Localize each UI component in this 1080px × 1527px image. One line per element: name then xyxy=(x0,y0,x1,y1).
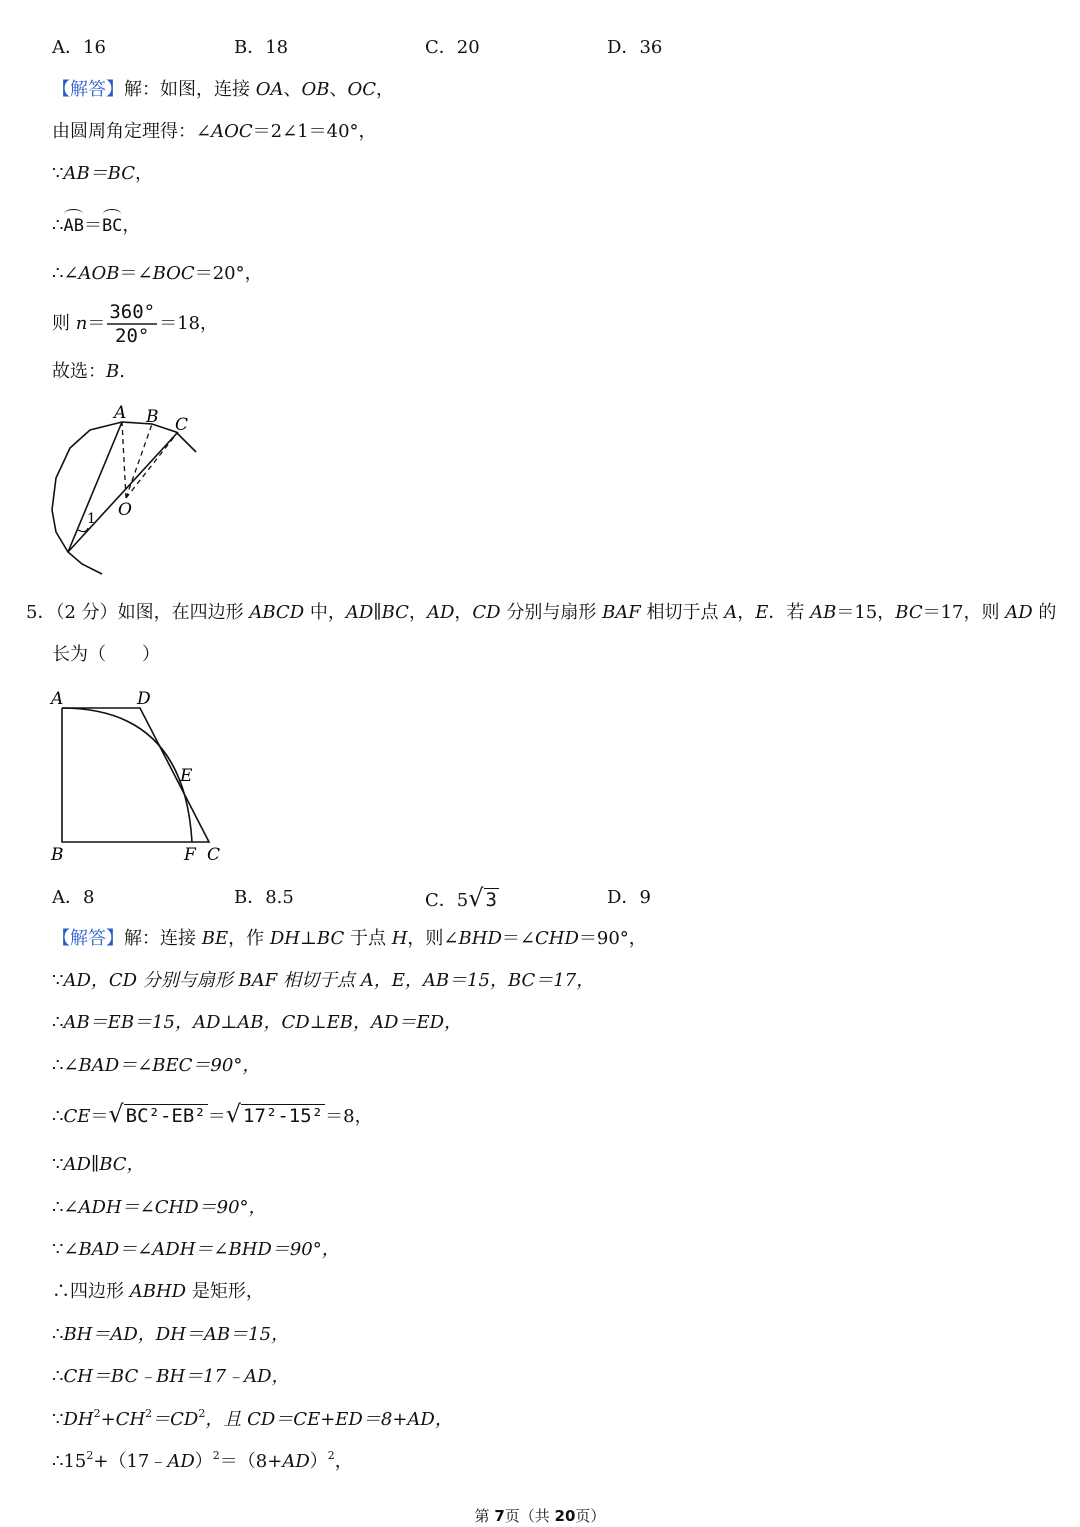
sector-arc-af xyxy=(62,708,192,842)
q5-option-b: B．8.5 xyxy=(234,887,294,908)
sqrt-sign: √ xyxy=(108,1100,124,1128)
label-o: O xyxy=(118,500,132,520)
page-footer: 第 7页（共 20页） xyxy=(474,1507,606,1525)
radius-oa xyxy=(122,422,126,498)
radius-ob xyxy=(126,424,152,498)
q5-step-pythagoras: $\because DH^2+CH^2=CD^2$，且 CD＝CE+ED＝8+AD， xyxy=(52,1407,453,1430)
q5-option-a: A．8 xyxy=(52,887,95,908)
q4-option-a: A．16 xyxy=(52,37,106,58)
q5-stem-line2: 长为（ ） xyxy=(52,644,160,665)
label-a: A xyxy=(51,689,64,709)
radius-oc xyxy=(126,432,178,498)
label-c: C xyxy=(207,845,221,865)
q5-step-compute-ce: ∴CE＝√ BC²-EB² ＝√ 17²-15² ＝8， xyxy=(52,1100,373,1128)
answer-tag: 【解答】 xyxy=(52,928,124,949)
q4-final-choice: 故选：B. xyxy=(52,361,125,382)
circle-arc xyxy=(52,422,196,574)
q5-step-bh: ∴BH＝AD，DH＝AB＝15， xyxy=(52,1324,290,1345)
label-a: A xyxy=(114,403,127,423)
q4-step-arcs-equal: ∴AB＝BC， xyxy=(52,212,140,240)
q5-option-d: D．9 xyxy=(607,887,651,908)
q4-option-b: B．18 xyxy=(234,37,289,58)
label-b: B xyxy=(51,845,64,865)
q4-answer-lead: 【解答】解：如图，连接 OA、OB、OC， xyxy=(52,79,395,100)
q5-answer-lead: 【解答】解：连接 BE，作 DH⊥BC 于点 H，则∠BHD＝∠CHD＝90°， xyxy=(52,928,647,949)
q4-step-inscribed-angle: 由圆周角定理得：∠AOC＝2∠1＝40°， xyxy=(52,121,377,142)
label-f: F xyxy=(184,845,196,865)
fraction: $\frac{360^\circ}{20^\circ}$ xyxy=(109,301,156,347)
q5-option-c: C．5√ 3 xyxy=(425,884,497,912)
q4-circle-figure xyxy=(40,398,210,586)
q4-step-compute-n: 则 n＝ $\frac{360^\circ}{20^\circ}$ ＝18， xyxy=(52,301,218,347)
label-b: B xyxy=(146,407,159,427)
q5-step-parallel: ∵AD∥BC， xyxy=(52,1154,145,1175)
q4-step-central-angles: ∴∠AOB＝∠BOC＝20°， xyxy=(52,263,263,284)
q4-option-d: D．36 xyxy=(607,37,663,58)
sqrt-sign: √ xyxy=(468,884,484,912)
answer-tag: 【解答】 xyxy=(52,79,124,100)
sqrt-sign: √ xyxy=(225,1100,242,1128)
q5-stem: 5．（2 分）如图，在四边形 ABCD 中，AD∥BC，AD，CD 分别与扇形 BAF 相切于点 A，E．若 AB＝15，BC＝17，则 AD 的 xyxy=(26,602,1057,623)
q5-step-equal-lengths: ∴AB＝EB＝15，AD⊥AB，CD⊥EB，AD＝ED， xyxy=(52,1012,463,1033)
label-angle-1: 1 xyxy=(87,511,96,527)
q4-option-c: C．20 xyxy=(425,37,480,58)
q5-step-rectangle: ∴四边形 ABHD 是矩形， xyxy=(52,1281,264,1302)
label-e: E xyxy=(180,766,193,786)
q5-step-right-angles: ∴∠BAD＝∠BEC＝90°， xyxy=(52,1055,261,1076)
q5-step-adh: ∴∠ADH＝∠CHD＝90°， xyxy=(52,1197,267,1218)
label-c: C xyxy=(175,415,189,435)
arc-ab: AB xyxy=(63,212,83,240)
label-d: D xyxy=(137,689,151,709)
q5-quadrilateral-figure xyxy=(44,686,234,866)
q5-step-three-angles: ∵∠BAD＝∠ADH＝∠BHD＝90°， xyxy=(52,1239,340,1260)
q5-step-equation: $\therefore 15^2+(17﹣AD)^2=(8+AD)^2$， xyxy=(52,1449,353,1472)
q5-step-tangent: ∵AD，CD 分别与扇形 BAF 相切于点 A，E，AB＝15，BC＝17， xyxy=(52,970,595,991)
angle-1-mark xyxy=(78,528,88,532)
q4-step-chords-equal: ∵AB＝BC， xyxy=(52,163,154,184)
q5-step-ch: ∴CH＝BC﹣BH＝17﹣AD， xyxy=(52,1366,290,1387)
arc-bc: BC xyxy=(102,212,122,240)
